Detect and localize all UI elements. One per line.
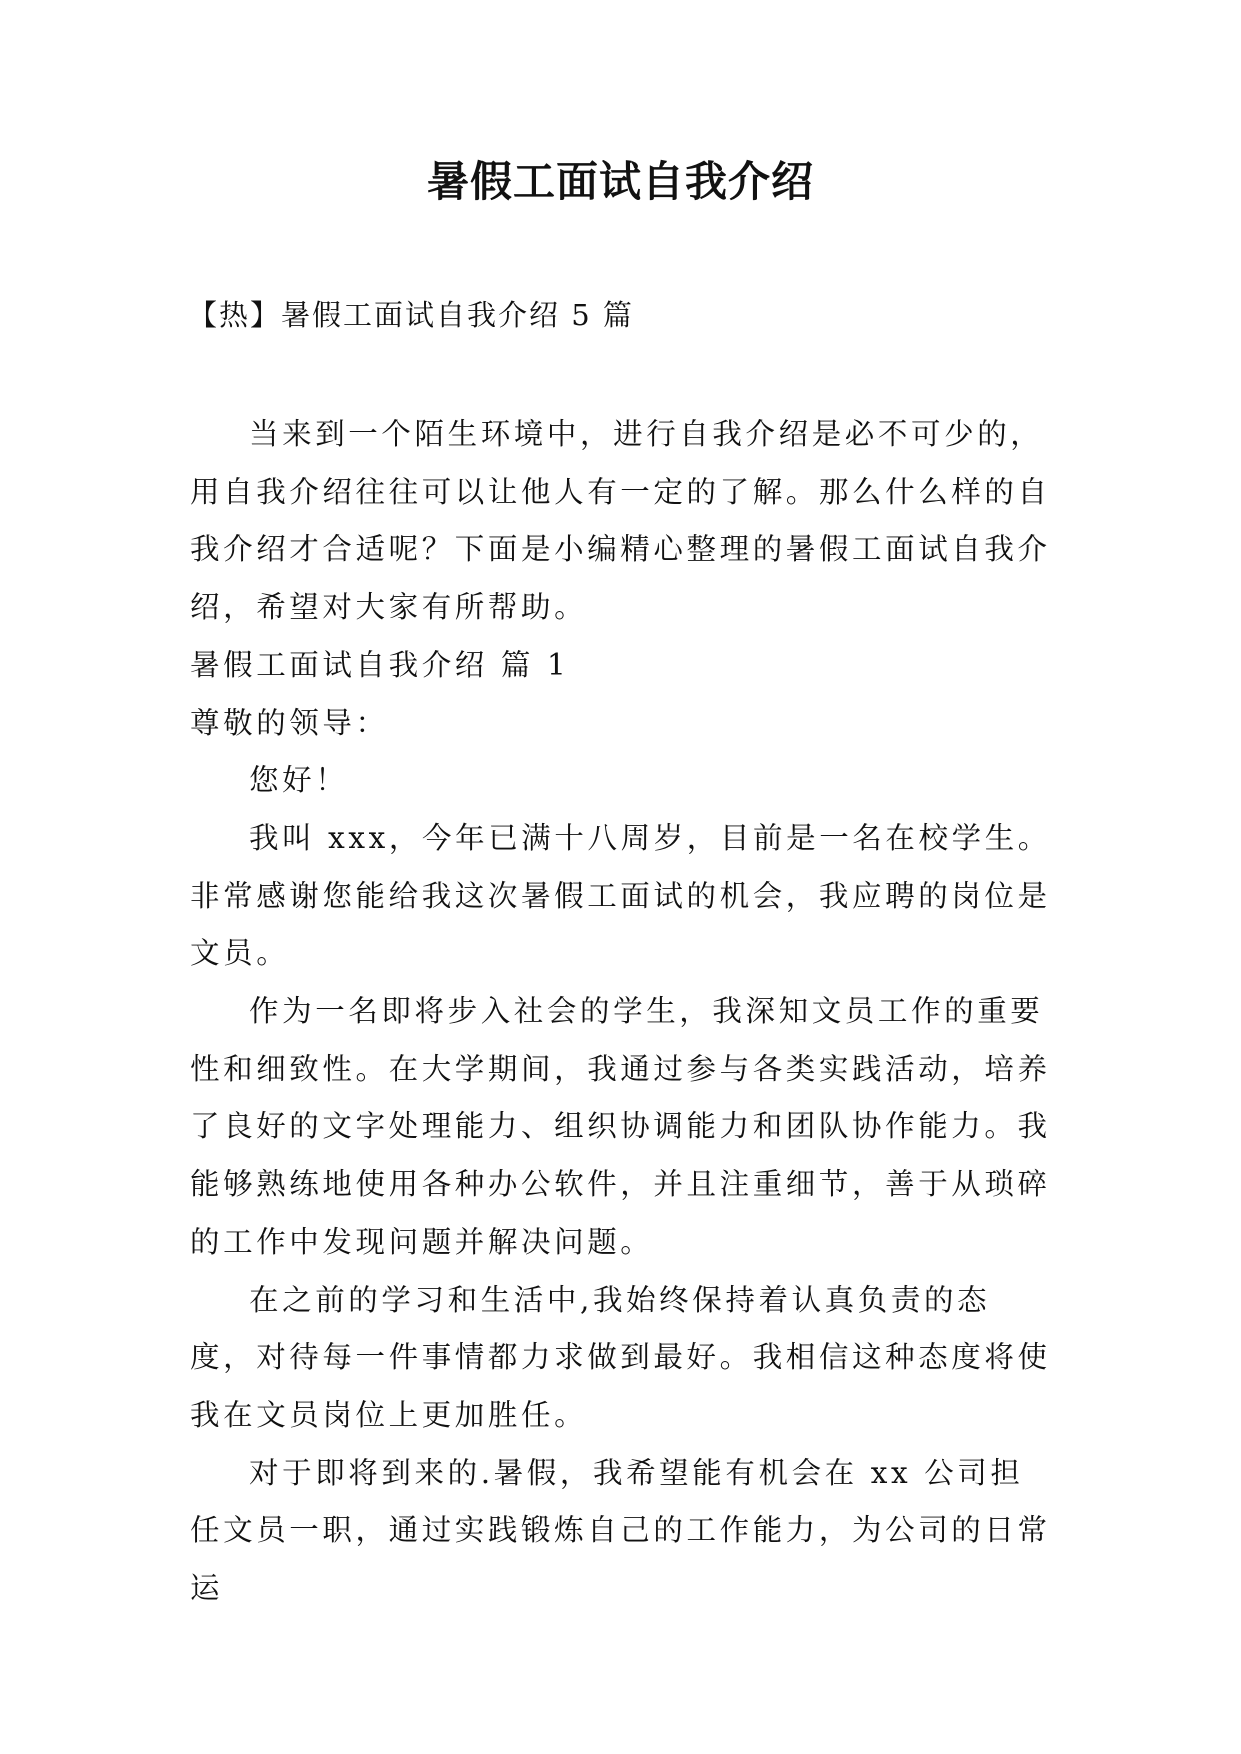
body-paragraph: 对于即将到来的.暑假，我希望能有机会在 xx 公司担任文员一职，通过实践锻炼自己的工作能力，为公司的日常运 xyxy=(190,1455,1051,1606)
body-paragraph: 我叫 xxx，今年已满十八周岁，目前是一名在校学生。非常感谢您能给我这次暑假工面试的机会，我应聘的岗位是文员。 xyxy=(190,820,1051,971)
greeting: 您好！ xyxy=(249,763,349,798)
document-subtitle: 【热】暑假工面试自我介绍 5 篇 xyxy=(188,298,634,332)
intro-paragraph: 当来到一个陌生环境中，进行自我介绍是必不可少的，用自我介绍往往可以让他人有一定的了解。那么什么样的自我介绍才合适呢？下面是小编精心整理的暑假工面试自我介绍，希望对大家有所帮助。 xyxy=(190,417,1051,625)
document-title: 暑假工面试自我介绍 xyxy=(426,157,814,206)
body-paragraph: 作为一名即将步入社会的学生，我深知文员工作的重要性和细致性。在大学期间，我通过参与各类实践活动，培养了良好的文字处理能力、组织协调能力和团队协作能力。我能够熟练地使用各种办公软件，并且注重细节，善于从琐碎的工作中发现问题并解决问题。 xyxy=(190,994,1051,1259)
salutation: 尊敬的领导： xyxy=(190,705,389,740)
document-body xyxy=(190,406,1052,1618)
section-heading: 暑假工面试自我介绍 篇 1 xyxy=(190,647,570,682)
body-paragraph: 在之前的学习和生活中,我始终保持着认真负责的态度，对待每一件事情都力求做到最好。我相信这种态度将使我在文员岗位上更加胜任。 xyxy=(190,1282,1051,1432)
